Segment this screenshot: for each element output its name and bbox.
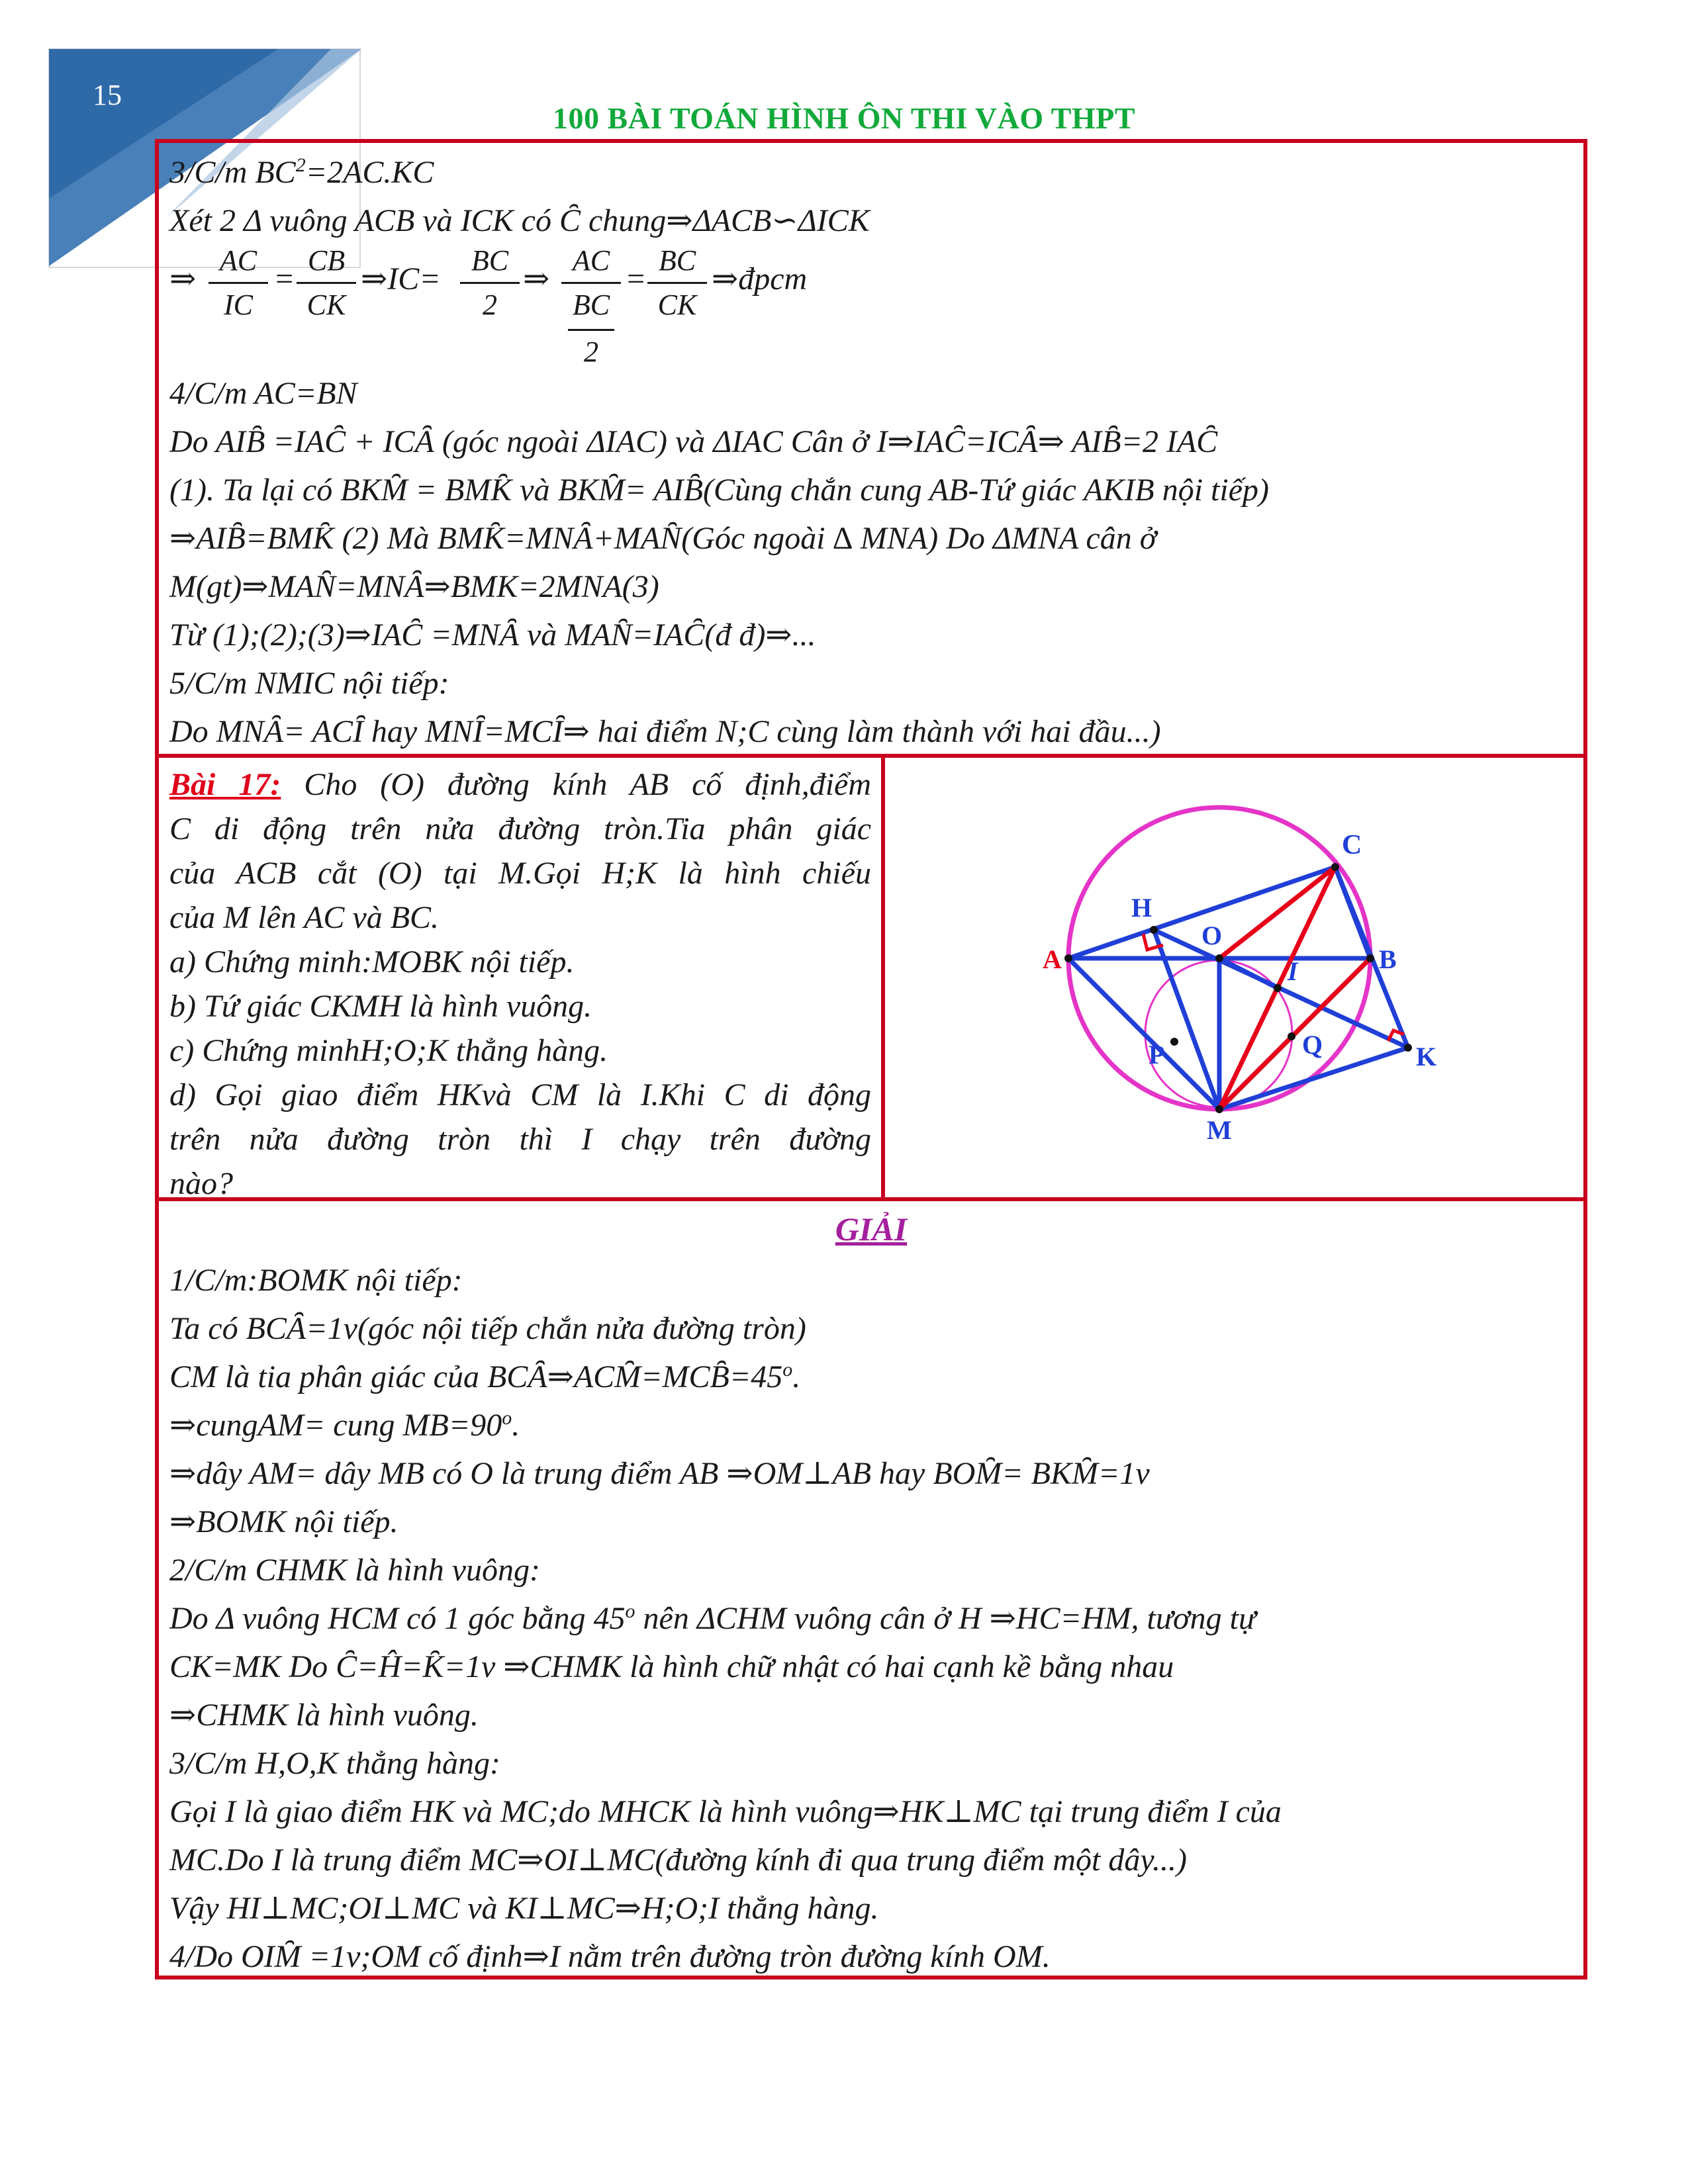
segment-oi [1219, 958, 1278, 988]
proof-line-7: ⇒AIB̑=BMK̑ (2) Mà BMK̑=MNȂ+MAN̑(Góc ngoài ∆ MNA) Do ΔMNA cân ở [169, 521, 1157, 556]
solution-heading: GIẢI [835, 1210, 908, 1248]
solution-line-8: Do Δ vuông HCM có 1 góc bằng 45$^o$ nên ΔCHM vuông cân ở H ⇒HC=HM, tương tự [169, 1600, 1256, 1636]
solution-line-14: Vậy HI⊥MC;OI⊥MC và KI⊥MC⇒H;O;I thẳng hàng. [169, 1891, 879, 1926]
problem-line-2: C di động trên nửa đường tròn.Tia phân giác [169, 811, 871, 846]
segment-oc-red [1219, 867, 1335, 958]
point-p [1170, 1038, 1178, 1046]
solution-line-7: 2/C/m CHMK là hình vuông: [169, 1553, 540, 1588]
fraction-ac-bc-over-2: AC BC 2 [561, 242, 621, 371]
solution-line-3: CM là tia phân giác của $BCȂ\Rightarrow ACM̑=MCB̑=45^o$. [169, 1359, 801, 1394]
fraction-bc-ck: BC CK [647, 242, 707, 324]
point-k [1404, 1044, 1412, 1052]
problem-part-b: b) Tứ giác CKMH là hình vuông. [169, 989, 592, 1024]
label-h: H [1131, 893, 1152, 923]
proof-line-9: Từ (1);(2);(3)⇒IAC̑ =MNȂ và MAN̑=IAC̑(đ đ)⇒... [169, 617, 816, 653]
proof-line-10: 5/C/m NMIC nội tiếp: [169, 666, 449, 701]
point-m [1215, 1105, 1223, 1113]
problem-line-3: của ACB cắt (O) tại M.Gọi H;K là hình chiếu [169, 856, 871, 891]
solution-line-12: Gọi I là giao điểm HK và MC;do MHCK là hình vuông⇒HK⊥MC tại trung điểm I của [169, 1794, 1282, 1829]
label-k: K [1416, 1042, 1437, 1071]
solution-line-2: Ta có BCȂ=1v(góc nội tiếp chắn nửa đường tròn) [169, 1311, 806, 1346]
proof-line-1: 3/C/m $BC^2=2AC.KC$ [169, 154, 434, 190]
page-title: 100 BÀI TOÁN HÌNH ÔN THI VÀO THPT [552, 101, 1136, 135]
solution-line-4: ⇒cungAM= cung $MB=90^o$. [169, 1407, 520, 1443]
label-i: I [1288, 956, 1298, 986]
solution-line-11: 3/C/m H,O,K thẳng hàng: [169, 1746, 501, 1781]
solution-line-6: ⇒BOMK nội tiếp. [169, 1504, 399, 1539]
equals-1: = [273, 261, 295, 296]
point-a [1064, 954, 1072, 962]
label-o: O [1201, 921, 1223, 950]
geometry-figure [885, 758, 1583, 1197]
problem-line-1: Bài 17: Cho (O) đường kính AB cố định,điểm [169, 767, 871, 802]
point-i [1274, 984, 1282, 992]
point-q [1288, 1032, 1295, 1040]
dpcm: ⇒đpcm [712, 261, 808, 296]
problem-line-4: của M lên AC và BC. [169, 900, 440, 935]
proof-line-5: Do AIB̑ =IAC̑ + ICȂ (góc ngoài ΔIAC) và ΔIAC Cân ở I⇒IAC̑=ICȂ⇒ AIB̑=2 IAC̑ [169, 424, 1218, 459]
point-h [1150, 926, 1158, 934]
proof-line-6: (1). Ta lại có BKM̑ = BMK̑ và BKM̑= AIB̑(Cùng chắn cung AB-Tứ giác AKIB nội tiếp) [169, 473, 1269, 508]
fraction-ac-ic: AC IC [209, 242, 268, 324]
problem-17 [169, 762, 871, 1206]
solution-line-15: 4/Do OIM̑ =1v;OM cố định⇒I nằm trên đường tròn đường kính OM. [169, 1939, 1051, 1974]
proof-line-2: Xét 2 Δ vuông ACB và ICK có C̑ chung⇒ΔACB∽ΔICK [169, 203, 870, 238]
fraction-cb-ck: CB CK [297, 242, 356, 324]
problem-part-d-1: d) Gọi giao điểm HKvà CM là I.Khi C di động [169, 1077, 871, 1113]
point-o [1215, 954, 1223, 962]
arrow-2: ⇒ [523, 261, 550, 296]
proof-line-8: M(gt)⇒MAN̑=MNȂ⇒BMK=2MNA(3) [169, 569, 659, 604]
solution-line-5: ⇒dây AM= dây MB có O là trung điểm AB ⇒OM⊥AB hay BOM̑= BKM̑=1v [169, 1456, 1150, 1491]
page-number: 15 [93, 79, 122, 111]
proof-line-11: Do MNȂ= ACȊ hay MNȊ=MCȊ⇒ hai điểm N;C cùng làm thành với hai đầu...) [169, 714, 1161, 749]
label-p: P [1149, 1040, 1165, 1069]
ic-equals: ⇒IC= [361, 261, 441, 296]
equals-2: = [625, 261, 647, 296]
problem-part-d-2: trên nửa đường tròn thì I chạy trên đường [169, 1122, 871, 1157]
label-q: Q [1302, 1030, 1323, 1060]
solution-line-9: CK=MK Do C̑=Ĥ=K̑=1v ⇒CHMK là hình chữ nhật có hai cạnh kề bằng nhau [169, 1649, 1174, 1684]
label-a: A [1043, 944, 1062, 974]
label-m: M [1207, 1115, 1232, 1145]
solution-line-13: MC.Do I là trung điểm MC⇒OI⊥MC(đường kính đi qua trung điểm một dây...) [169, 1843, 1188, 1878]
solution-line-10: ⇒CHMK là hình vuông. [169, 1698, 479, 1733]
fraction-bc-2: BC 2 [460, 242, 520, 324]
problem-part-d-3: nào? [169, 1166, 233, 1201]
label-c: C [1342, 830, 1362, 860]
arrow-1: ⇒ [169, 261, 197, 296]
point-b [1366, 954, 1374, 962]
solution-line-1: 1/C/m:BOMK nội tiếp: [169, 1263, 463, 1298]
label-b: B [1379, 944, 1397, 974]
proof-line-4: 4/C/m AC=BN [169, 376, 357, 411]
problem-part-a: a) Chứng minh:MOBK nội tiếp. [169, 944, 575, 979]
point-c [1331, 863, 1339, 871]
problem-part-c: c) Chứng minhH;O;K thẳng hàng. [169, 1033, 608, 1068]
problem-label: Bài 17: [169, 767, 281, 802]
